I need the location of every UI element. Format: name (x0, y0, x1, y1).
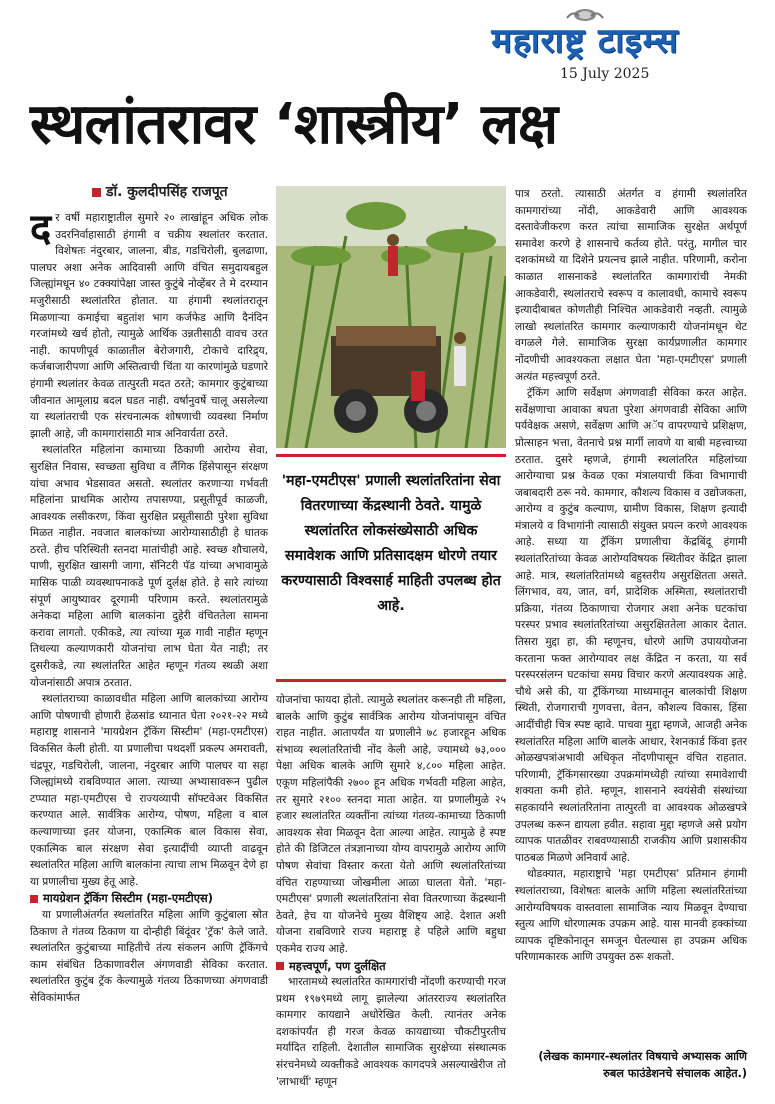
author-credit: (लेखक कामगार-स्थलांतर विषयाचे अभ्यासक आणि रुबल फाउंडेशनचे संचालक आहेत.) (538, 1050, 747, 1080)
article-column-1 (30, 210, 268, 1088)
paragraph: थोडक्यात, महाराष्ट्राचे 'महा एमटीएस' प्रतिमान हंगामी स्थलांतराच्या, विशेषतः बालके आणि महिला स्थलांतरितांच्या आरोग्यविषयक वास्तवाला सामाजिक न्याय मिळवून देण्याचा स्तुत्य आणि धोरणात्मक उपक्रम आहे. यास मानवी हक्कांच्या व्यापक दृष्टिकोनातून समजून घेतल्यास हा उपक्रम अधिक परिणामकारक आणि उपयुक्त ठरू शकतो. (515, 868, 747, 964)
paragraph: या प्रणालीअंतर्गत स्थलांतरित महिला आणि कुटुंबाला स्रोत ठिकाण ते गंतव्य ठिकाण या दोन्हीही बिंदूंवर 'ट्रॅक' केले जाते. स्थलांतरित कुटुंबाच्या माहितीचे तंत्य संकलन आणि ट्रॅकिंगचे काम संबंधित ठिकाणावरील अंगणवाडी सेविका करतात. स्थलांतरित कुटुंब ट्रॅक केल्यामुळे गंतव्य ठिकाणच्या अंगणवाडी सेविकांमार्फत (30, 908, 268, 1004)
subhead-text: महत्त्वपूर्ण, पण दुर्लक्षित (289, 958, 386, 973)
paragraph (30, 210, 268, 442)
publication-date: 15 July 2025 (560, 66, 650, 82)
paragraph: योजनांचा फायदा होतो. त्यामुळे स्थलांतर करूनही ती महिला, बालके आणि कुटुंब सार्वत्रिक आरोग्य योजनांपासून वंचित राहत नाहीत. आतापर्यंत या प्रणालीने ७८ हजारहून अधिक संभाव्य स्थलांतरितांची नोंद केली आहे, ज्यामध्ये ७३,००० पेक्षा अधिक बालके आणि सुमारे ४,८०० महिला आहेत. एकूण महिलांपैकी २७०० हून अधिक गर्भवती महिला आहेत, तर सुमारे २१०० स्तनदा माता आहेत. या प्रणालीमुळे २५ हजार स्थलांतरित व्यक्तींना त्यांच्या गंतव्य-कामाच्या ठिकाणी आवश्यक सेवा मिळवून देता आल्या आहेत. त्यामुळे हे स्पष्ट होते की डिजिटल तंत्रज्ञानाच्या योग्य वापरामुळे आरोग्य आणि पोषण सेवांचा विस्तार करता येतो आणि स्थलांतरितांच्या वंचित राहण्याच्या जोखमीला आळा घालता येतो. 'महा-एमटीएस' प्रणाली स्थलांतरितांना सेवा वितरणाच्या केंद्रस्थानी ठेवते, हेच या योजनेचे मुख्य वैशिष्ट्य आहे. देशात अशी योजना राबविणारे राज्य महाराष्ट्र हे पहिले आणि बहुधा एकमेव राज्य आहे. (276, 694, 506, 955)
article-photo (276, 186, 506, 448)
paragraph-text: र वर्षी महाराष्ट्रातील सुमारे २० लाखांहून अधिक लोक उदरनिर्वाहासाठी हंगामी व चक्रीय स्थलांतर करतात. विशेषतः नंदुरबार, जालना, बीड, गडचिरोली, बुलढाणा, पालघर अशा अनेक आदिवासी आणि वंचित समुदायबहुल जिल्ह्यांमधून ४० टक्क्यांपेक्षा जास्त कुटुंबे नोव्हेंबर ते मे दरम्यान मजुरीसाठी स्थलांतरित होतात. या हंगामी स्थलांतरातून मिळणाऱ्या कमाईचा बहुतांश भाग कर्जफेड आणि दैनंदिन गरजांमध्ये खर्च होतो, त्यामुळे आर्थिक उन्नतीसाठी वावच उरत नाही. कापणीपूर्व काळातील बेरोजगारी, टोकाचे दारिद्र्य, कर्जबाजारीपणा आणि अस्तित्वाची चिंता या कारणांमुळे घडणारे हंगामी स्थलांतर केवळ तात्पुरती मदत ठरते; कामगार कुटुंबाच्या जीवनात आमूलाग्र बदल घडत नाही. वर्षानुवर्षे चालू असलेल्या या स्थलांतराची एक संरचनात्मक शोषणाची व्यवस्था निर्माण झाली आहे, जी कामगारांसाठी मात्र अनिवार्यता ठरते. (30, 212, 268, 440)
masthead (470, 6, 700, 68)
emblem-icon (563, 6, 607, 22)
masthead-title: महाराष्ट्र टाइम्स (491, 21, 679, 61)
paragraph: भारतामध्ये स्थलांतरित कामगारांची नोंदणी करण्याची गरज प्रथम १९७९मध्ये लागू झालेल्या आंतरराज्य स्थलांतरित कामगार कायद्याने अधोरेखित केली. त्यानंतर अनेक दशकांपर्यंत ही गरज केवळ कायद्याच्या चौकटीपुरतीच मर्यादित राहिली. देशातील सामाजिक सुरक्षेच्या संस्थात्मक संरचनेमध्ये व्यक्तीकडे आवश्यक कागदपत्रे असल्याखेरीज तो 'लाभार्थी' म्हणून (276, 976, 506, 1088)
author-name: डॉ. कुलदीपसिंह राजपूत (106, 184, 228, 200)
red-square-icon (276, 962, 284, 970)
article-column-3 (515, 186, 747, 1066)
paragraph: पात्र ठरतो. त्यासाठी अंतर्गत व हंगामी स्थलांतरित कामगारांच्या नोंदी, आकडेवारी आणि आवश्यक दस्तावेजीकरण करत त्यांचा सामाजिक सुरक्षेत अर्थपूर्ण समावेश करणे हे शासनाचे कर्तव्य होते. परंतु, मागील चार दशकांमध्ये या दिशेने प्रयत्नच झाले नाहीत. परिणामी, करोना काळात शासनाकडे स्थलांतरित कामगारांची नेमकी आकडेवारी, स्थलांतराचे स्वरूप व कालावधी, कामाचे स्वरूप इत्यादीबाबत कोणतीही निश्चित आकडेवारी नव्हती. त्यामुळे लाखो स्थलांतरित कामगार कल्याणकारी योजनांमधून थेट वगळले गेले. सामाजिक सुरक्षा कार्यप्रणालीत कामगार नोंदणीची आवश्यकता लक्षात घेता 'महा-एमटीएस' प्रणाली अत्यंत महत्त्वपूर्ण ठरते. (515, 188, 747, 383)
red-square-icon (30, 895, 38, 903)
paragraph: ट्रॅकिंग आणि सर्वेक्षण अंगणवाडी सेविका करत आहेत. सर्वेक्षणाचा आवाका बघता पुरेशा अंगणवाडी सेविका आणि पर्यवेक्षक असणे, सर्वेक्षण आणि अॅप वापरण्याचे प्रशिक्षण, प्रोत्साहन भत्ता, वेतनाचे प्रश्न मार्गी लावणे या बाबी महत्त्वाच्या ठरतात. दुसरे म्हणजे, हंगामी स्थलांतरित महिलांच्या आरोग्याचा प्रश्न केवळ एका मंत्रालयाची किंवा विभागाची जबाबदारी ठरू नये. कामगार, कौशल्य विकास व उद्योजकता, आरोग्य व कुटुंब कल्याण, ग्रामीण विकास, शिक्षण इत्यादी मंत्रालये व विभागांनी त्यासाठी संयुक्त प्रयत्न करणे आवश्यक आहे. सध्या या ट्रॅकिंग प्रणालीचा केंद्रबिंदू हंगामी स्थलांतरितांच्या केवळ आरोग्यविषयक स्थितीवर केंद्रित झाला आहे. मात्र, स्थलांतरितांमध्ये बहुस्तरीय असुरक्षितता असते. लिंगभाव, वय, जात, वर्ग, प्रादेशिक अस्मिता, स्थलांतराची प्रक्रिया, गंतव्य ठिकाणाचा रोजगार अशा अनेक घटकांचा परस्पर प्रभाव स्थलांतरितांच्या असुरक्षिततेला आकार देतात. तिसरा मुद्दा हा, की म्हणूनच, धोरणे आणि उपाययोजना करताना फक्त आरोग्यावर लक्ष केंद्रित न करता, या सर्व परस्परसंलग्न घटकांचा समग्र विचार करणे अत्यावश्यक आहे. चौथे असे की, या ट्रॅकिंगच्या माध्यमातून बालकांची शिक्षण स्थिती, रोजगाराची गुणवत्ता, वेतन, कौशल्य विकास, हिंसा आदींचीही चित्र स्पष्ट व्हावे. पाचवा मुद्दा म्हणजे, आजही अनेक स्थलांतरित महिला आणि बालके आधार, रेशनकार्ड किंवा इतर ओळखपत्रांअभावी अधिकृत नोंदणीपासून वंचित राहतात. परिणामी, ट्रॅकिंगसारख्या उपक्रमांमध्येही त्यांच्या समावेशाची शक्यता कमी होते. म्हणून, शासनाने स्वयंसेवी संस्थांच्या सहकार्याने स्थलांतरितांना तात्पुरती वा आवश्यक ओळखपत्रे उपलब्ध करून द्यायला हवीत. सहावा मुद्दा म्हणजे असे प्रयोग व्यापक पातळीवर राबवण्यासाठी राजकीय आणि प्रशासकीय पाठबळ मिळणे अनिवार्य आहे. (515, 387, 747, 864)
red-square-icon (92, 188, 101, 197)
pull-quote: 'महा-एमटीएस' प्रणाली स्थलांतरितांना सेवा वितरणाच्या केंद्रस्थानी ठेवते. यामुळे स्थलांतरित लोकसंख्येसाठी अधिक समावेशक आणि प्रतिसादक्षम धोरणे तयार करण्यासाठी विश्वसार्ह माहिती उपलब्ध होत आहे. (276, 454, 506, 682)
byline (92, 182, 228, 201)
section-subhead (276, 958, 506, 975)
paragraph: स्थलांतराच्या काळावधीत महिला आणि बालकांच्या आरोग्य आणि पोषणाची होणारी हेळसांड ध्यानात घेता २०२१-२२ मध्ये महाराष्ट्र शासनाने 'मायग्रेशन ट्रॅकिंग सिस्टीम' (महा-एमटीएस) विकसित केली होती. या प्रणालीचा पथदर्शी प्रकल्प अमरावती, चंद्रपूर, गडचिरोली, जालना, नंदुरबार आणि पालघर या सहा जिल्ह्यांमध्ये राबविण्यात आला. त्याच्या अभ्यासावरून पुढील टप्प्यात महा-एमटीएस चे राज्यव्यापी सॉफ्टवेअर विकसित करण्यात आले. सार्वत्रिक आरोग्य, पोषण, महिला व बाल कल्याणाच्या इतर योजना, एकात्मिक बाल विकास सेवा, एकात्मिक बाल संरक्षण सेवा इत्यादींची व्याप्ती वाढवून स्थलांतरित महिला आणि बालकांना त्याचा लाभ मिळवून देणे हा या प्रणालीचा मुख्य हेतू आहे. (30, 693, 268, 888)
paragraph: स्थलांतरित महिलांना कामाच्या ठिकाणी आरोग्य सेवा, सुरक्षित निवास, स्वच्छता सुविधा व लैंगिक हिंसेपासून संरक्षण यांचा अभाव भेडसावत असतो. स्थलांतर करणाऱ्या गर्भवती महिलांना प्राथमिक आरोग्य तपासण्या, प्रसूतीपूर्व काळजी, आवश्यक लसीकरण, किंवा सुरक्षित प्रसूतीसाठी पुरेशा सुविधा मिळत नाहीत. नवजात बालकांच्या आरोग्यासाठीही हे घातक ठरते. हीच परिस्थिती स्तनदा मातांचीही आहे. स्वच्छ शौचालये, पाणी, सुरक्षित खासगी जागा, सॅनिटरी पॅड यांच्या अभावामुळे मासिक पाळी व्यवस्थापनाकडे पूर्ण दुर्लक्ष होते. हे सारे त्यांच्या संपूर्ण आयुष्यावर दूरगामी परिणाम करते. स्थलांतरामुळे अनेकदा महिला आणि बालकांना दुहेरी वंचिततेला सामना करावा लागतो. एकीकडे, त्या त्यांच्या मूळ गावी नाहीत म्हणून तिथल्या कल्याणकारी योजनांचा लाभ घेता येत नाही; तर दुसरीकडे, त्या स्थलांतरित आहेत म्हणून गंतव्य स्थळी अशा योजनांसाठी अपात्र ठरतात. (30, 444, 268, 689)
drop-cap: द (30, 210, 52, 252)
article-column-2 (276, 692, 506, 1092)
page-title: स्थलांतरावर ‘शास्त्रीय’ लक्ष (30, 92, 558, 157)
section-subhead (30, 890, 268, 907)
subhead-text: मायग्रेशन ट्रॅकिंग सिस्टीम (महा-एमटीएस) (43, 891, 213, 906)
sugarcane-harvest-image (276, 186, 506, 448)
